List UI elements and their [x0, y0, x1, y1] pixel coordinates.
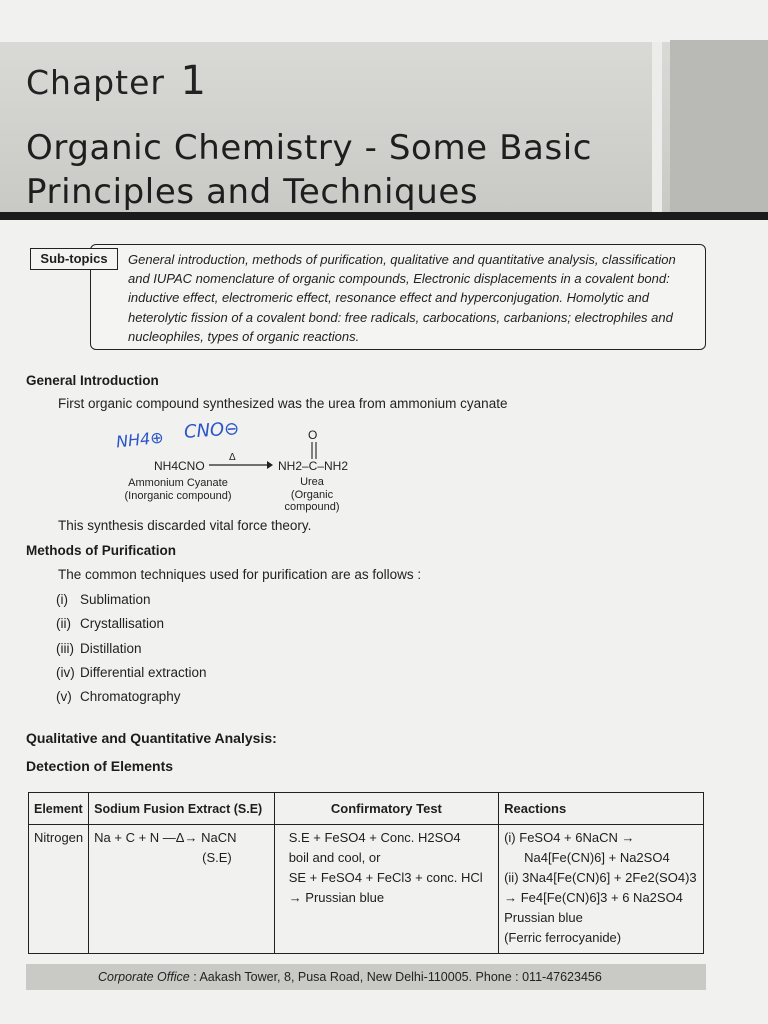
vital-force-statement: This synthesis discarded vital force theory.: [58, 518, 312, 533]
element-name: Nitrogen: [34, 830, 84, 845]
cell-reactions: [499, 825, 704, 954]
reaction-line: Na4[Fe(CN)6] + Na2SO4: [524, 850, 670, 865]
list-item: [56, 665, 207, 680]
product-name: Urea: [300, 476, 324, 488]
analysis-heading: Qualitative and Quantitative Analysis:: [26, 730, 277, 746]
list-label: Chromatography: [80, 689, 181, 704]
list-numeral: (iii): [56, 641, 74, 656]
sfe-equation: Na + C + N —Δ→ NaCN: [94, 830, 237, 845]
list-item: [56, 641, 142, 656]
footer-label: Corporate Office: [98, 970, 190, 984]
banner-stripe: [652, 42, 662, 218]
detection-heading: Detection of Elements: [26, 758, 174, 774]
cell-element: [29, 825, 89, 954]
table-row: [29, 825, 704, 954]
list-item: [56, 689, 181, 704]
footer-text: [98, 970, 602, 984]
subtopics-text: [128, 250, 700, 346]
cell-sfe: [89, 825, 275, 954]
list-numeral: (ii): [56, 616, 71, 631]
general-intro-heading: General Introduction: [26, 373, 159, 388]
purification-intro: The common techniques used for purification are as follows :: [58, 567, 422, 582]
banner-side-block: [670, 40, 768, 216]
reaction-line: Prussian blue: [504, 910, 583, 925]
list-item: [56, 592, 151, 607]
heat-symbol: Δ: [229, 452, 236, 463]
subtopics-line: heterolytic fission of a covalent bond: free radicals, carbocations, carbanions; electrophiles and: [128, 309, 673, 325]
footer-address: : Aakash Tower, 8, Pusa Road, New Delhi-110005. Phone : 011-47623456: [193, 970, 602, 984]
test-line: SE + FeSO4 + FeCl3 + conc. HCl: [288, 870, 483, 885]
test-line: → Prussian blue: [288, 890, 385, 905]
chapter-number: 1: [180, 58, 207, 104]
list-label: Differential extraction: [80, 665, 207, 680]
chapter-label: [26, 58, 207, 104]
chapter-title-line-1: Organic Chemistry - Some Basic: [26, 128, 593, 168]
double-bond: [309, 442, 319, 460]
list-label: Sublimation: [80, 592, 151, 607]
carbonyl-oxygen: O: [308, 428, 318, 442]
subtopics-line: nucleophiles, types of organic reactions.: [128, 328, 360, 344]
sfe-note: (S.E): [202, 850, 232, 865]
detection-table: [28, 792, 704, 954]
table-header-row: [29, 793, 704, 825]
list-numeral: (v): [56, 689, 72, 704]
header-test: Confirmatory Test: [274, 793, 498, 825]
list-label: Crystallisation: [80, 616, 165, 631]
purification-heading: Methods of Purification: [26, 543, 176, 558]
chapter-title: [26, 126, 646, 214]
test-line: boil and cool, or: [288, 850, 381, 865]
list-numeral: (i): [56, 592, 68, 607]
product-formula: NH2–C–NH2: [278, 459, 349, 473]
header-element: Element: [29, 793, 89, 825]
subtopics-tab: Sub-topics: [30, 248, 118, 270]
chapter-title-line-2: Principles and Techniques: [26, 172, 479, 212]
test-line: S.E + FeSO4 + Conc. H2SO4: [288, 830, 461, 845]
list-numeral: (iv): [56, 665, 75, 680]
handwritten-ammonium-ion: NH4⊕: [115, 427, 165, 452]
product-type: (Organic compound): [284, 489, 340, 513]
reactant-type: (Inorganic compound): [124, 490, 232, 502]
list-label: Distillation: [80, 641, 142, 656]
reactant-formula: NH4CNO: [154, 459, 205, 473]
reaction-line: (ii) 3Na4[Fe(CN)6] + 2Fe2(SO4)3: [504, 870, 697, 885]
header-sfe: Sodium Fusion Extract (S.E): [89, 793, 275, 825]
handwritten-cyanate-ion: CNO⊖: [183, 418, 240, 443]
reactant-name: Ammonium Cyanate: [128, 477, 228, 489]
reaction-line: (Ferric ferrocyanide): [504, 930, 622, 945]
general-intro-text: First organic compound synthesized was the urea from ammonium cyanate: [58, 396, 508, 411]
reaction-arrow: [209, 459, 273, 471]
reaction-line: → Fe4[Fe(CN)6]3 + 6 Na2SO4: [504, 890, 683, 905]
subtopics-line: and IUPAC nomenclature of organic compounds, Electronic displacements in a covalent bond:: [128, 271, 670, 287]
reaction-line: (i) FeSO4 + 6NaCN →: [504, 830, 635, 845]
subtopics-line: General introduction, methods of purification, qualitative and quantitative analysis, classification: [128, 252, 676, 267]
list-item: [56, 616, 164, 631]
chapter-word: Chapter: [26, 63, 165, 102]
subtopics-line: inductive effect, electromeric effect, resonance effect and hyperconjugation. Homolytic and: [128, 290, 650, 306]
header-reactions: Reactions: [499, 793, 704, 825]
cell-test: [274, 825, 498, 954]
